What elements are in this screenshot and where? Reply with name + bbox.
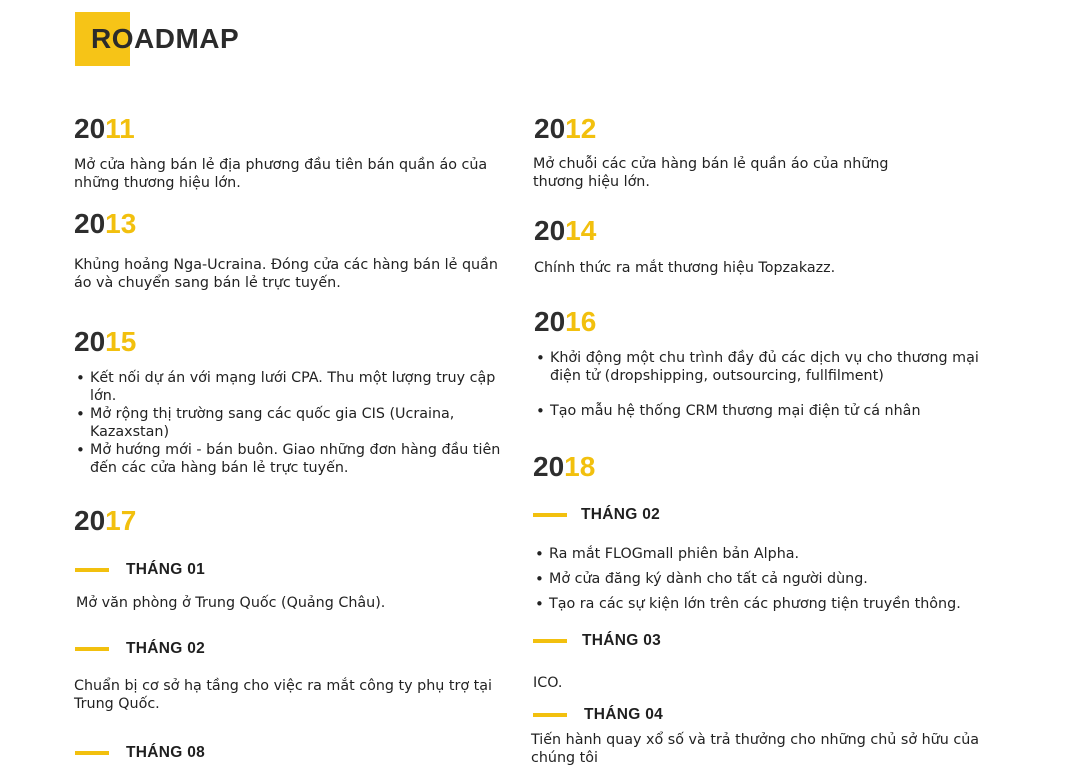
year-2016-heading: 2016: [534, 306, 597, 337]
accent-bar: [75, 647, 109, 651]
list-item: • Mở rộng thị trường sang các quốc gia CIS (Ucraina, Kazaxstan): [75, 405, 525, 441]
month-2018-04-text: Tiến hành quay xổ số và trả thưởng cho những chủ sở hữu của chúng tôi: [531, 732, 980, 766]
list-item: • Tạo mẫu hệ thống CRM thương mại điện tử cá nhân: [535, 402, 1005, 420]
year-2015-list: [75, 369, 525, 477]
accent-bar: [533, 713, 567, 717]
month-2017-02-text: Chuẩn bị cơ sở hạ tầng cho việc ra mắt công ty phụ trợ tại Trung Quốc.: [74, 678, 492, 712]
year-2016-list: [535, 349, 1005, 420]
accent-bar: [533, 639, 567, 643]
month-label: THÁNG 01: [126, 561, 206, 578]
year-2014-heading: 2014: [534, 215, 597, 246]
month-2017-01-text: Mở văn phòng ở Trung Quốc (Quảng Châu).: [76, 595, 386, 611]
year-2011-heading: 2011: [74, 113, 135, 144]
month-2017-01: [75, 561, 375, 581]
accent-bar: [533, 513, 567, 517]
month-label: THÁNG 02: [126, 640, 206, 657]
month-label: THÁNG 04: [584, 706, 664, 723]
year-2011-text: Mở cửa hàng bán lẻ địa phương đầu tiên bán quần áo của những thương hiệu lớn.: [74, 157, 488, 191]
month-2018-02-list: [534, 545, 1014, 613]
list-item: • Khởi động một chu trình đầy đủ các dịch vụ cho thương mại điện tử (dropshipping, outsourcing, fullfilment): [535, 349, 1005, 385]
month-2018-03-text: ICO.: [533, 675, 563, 691]
month-2018-02: [533, 506, 833, 526]
year-2014-text: Chính thức ra mắt thương hiệu Topzakazz.: [534, 260, 836, 276]
year-2015-heading: 2015: [74, 326, 137, 357]
list-item: • Ra mắt FLOGmall phiên bản Alpha.: [534, 545, 1014, 563]
list-item: • Mở hướng mới - bán buôn. Giao những đơn hàng đầu tiên đến các cửa hàng bán lẻ trực tuyến.: [75, 441, 525, 477]
accent-bar: [75, 751, 109, 755]
month-label: THÁNG 08: [126, 744, 206, 761]
month-label: THÁNG 03: [582, 632, 662, 649]
list-item: • Tạo ra các sự kiện lớn trên các phương tiện truyền thông.: [534, 595, 1014, 613]
year-2012-text: Mở chuỗi các cửa hàng bán lẻ quần áo của những thương hiệu lớn.: [533, 156, 889, 190]
year-2012-heading: 2012: [534, 113, 597, 144]
year-2013-heading: 2013: [74, 208, 137, 239]
year-2018-heading: 2018: [533, 451, 596, 482]
month-2017-02: [75, 640, 375, 660]
month-2018-03: [533, 632, 833, 652]
year-2013-text: Khủng hoảng Nga-Ucraina. Đóng cửa các hàng bán lẻ quần áo và chuyển sang bán lẻ trực tuyến.: [74, 257, 498, 291]
month-2018-04: [533, 706, 833, 726]
month-2017-08: [75, 744, 375, 764]
page-title: ROADMAP: [91, 23, 240, 54]
year-2017-heading: 2017: [74, 505, 137, 536]
list-item: • Mở cửa đăng ký dành cho tất cả người dùng.: [534, 570, 1014, 588]
accent-bar: [75, 568, 109, 572]
list-item: • Kết nối dự án với mạng lưới CPA. Thu một lượng truy cập lớn.: [75, 369, 525, 405]
month-label: THÁNG 02: [581, 506, 661, 523]
